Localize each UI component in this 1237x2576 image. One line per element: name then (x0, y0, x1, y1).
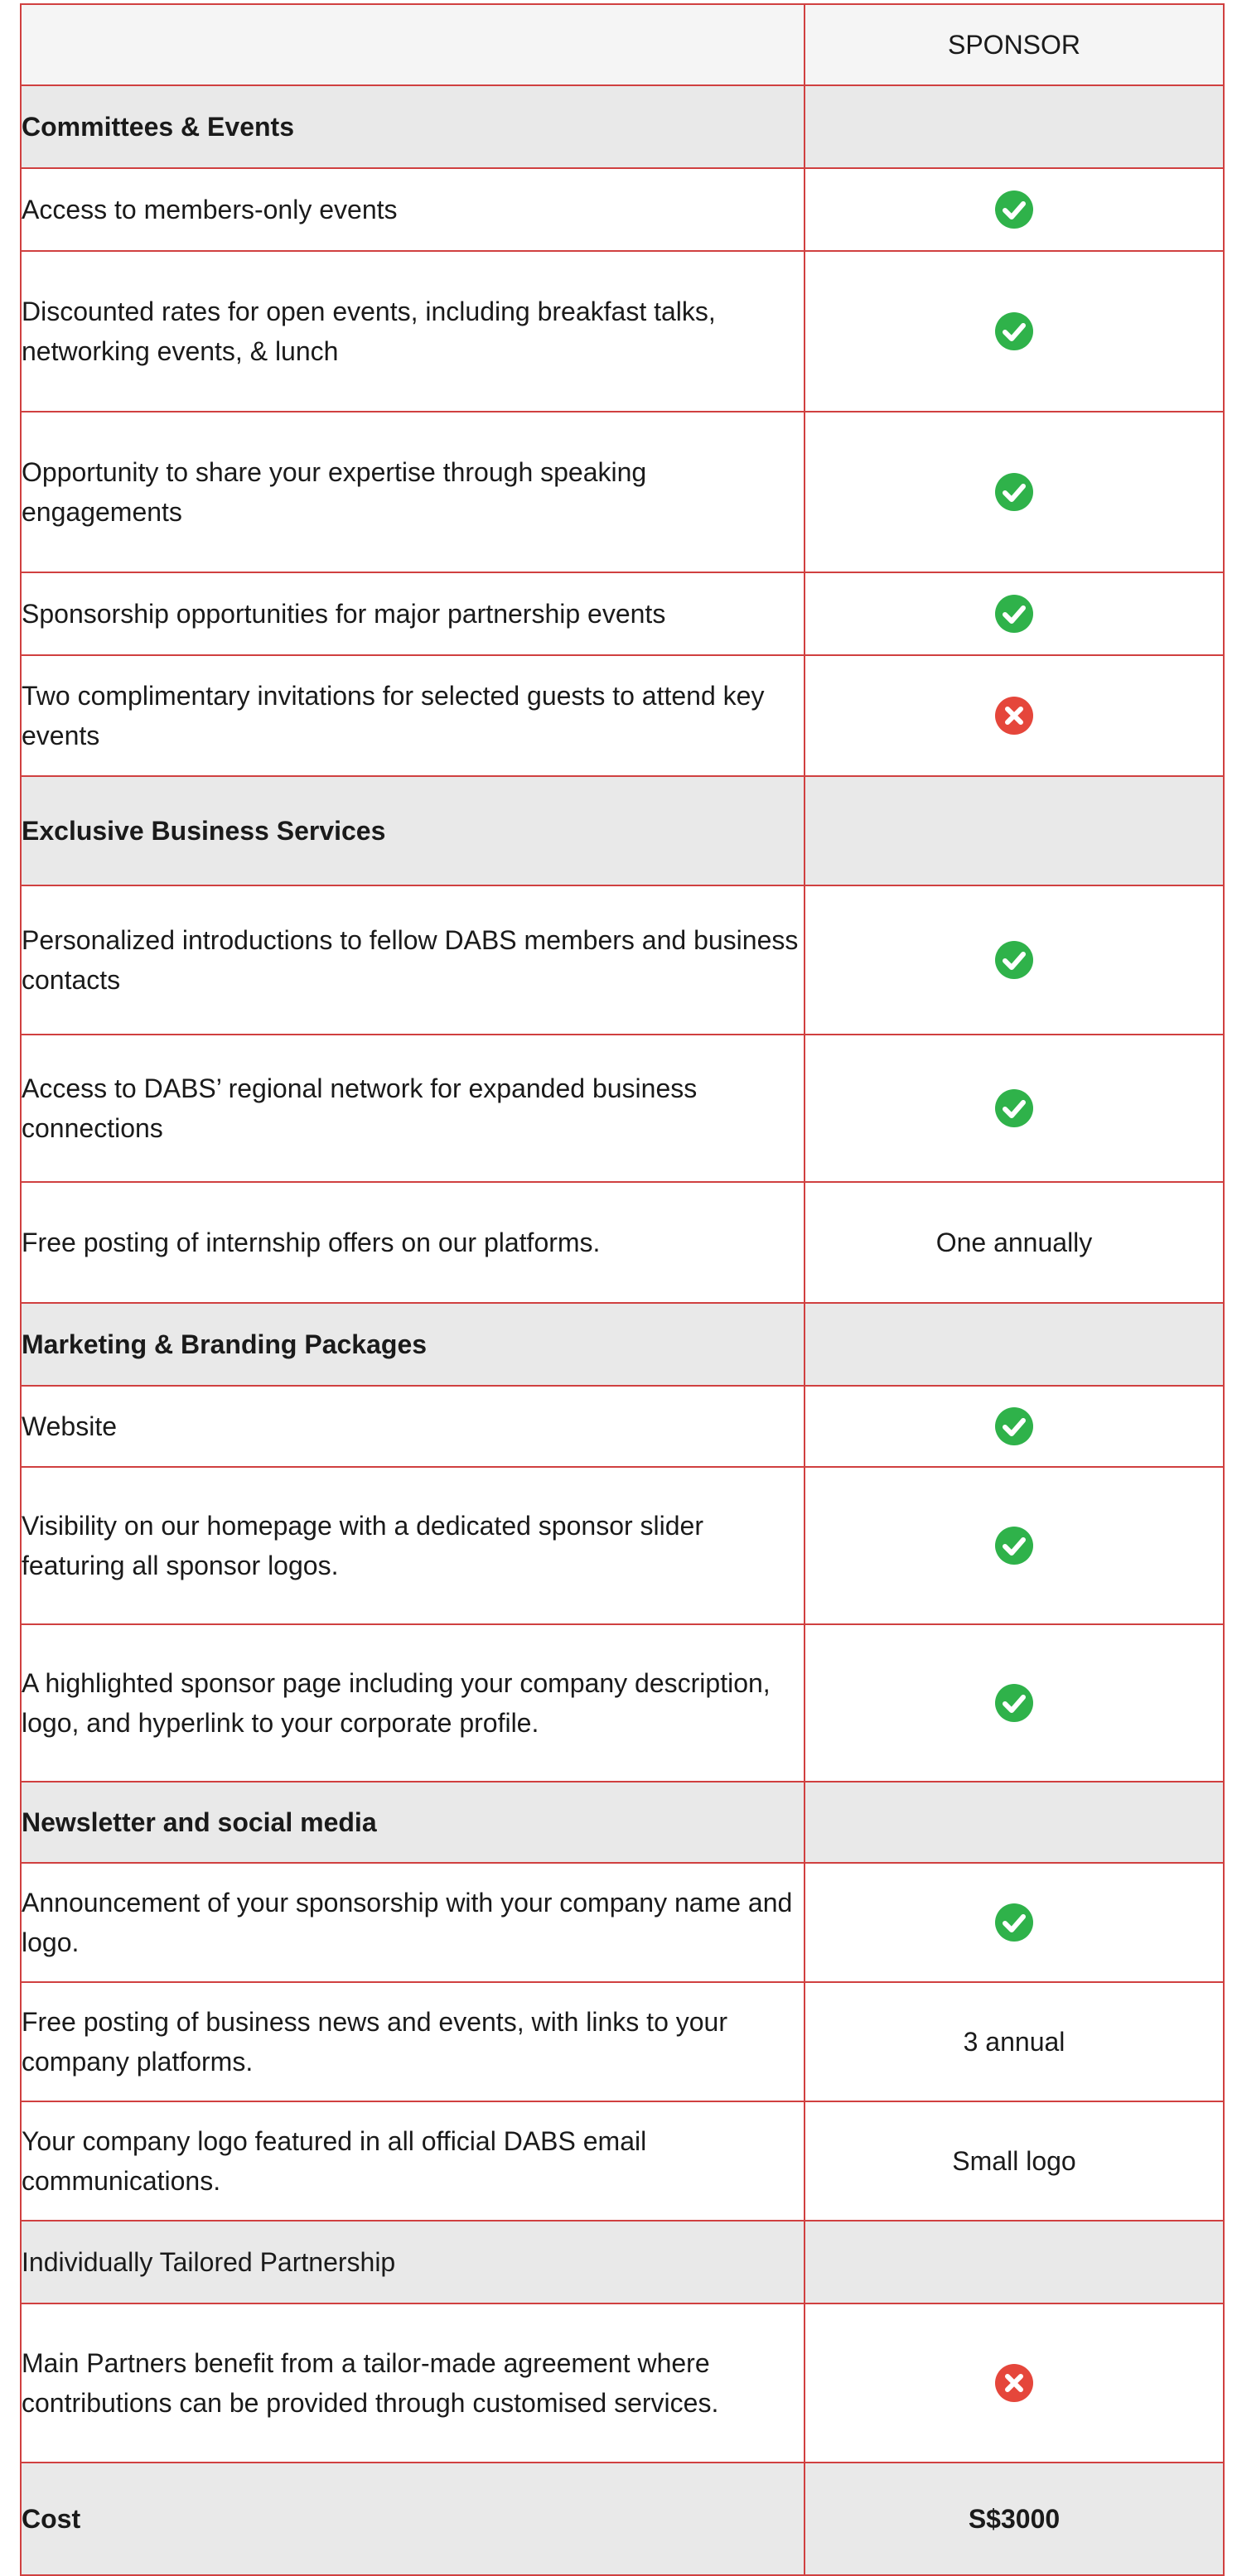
cross-icon (994, 2363, 1034, 2403)
section-committees-events (21, 85, 1224, 168)
header-empty-cell (21, 4, 805, 85)
table-row (21, 2101, 1224, 2221)
table-row (21, 168, 1224, 251)
section-marketing-branding (21, 1303, 1224, 1386)
table-row (21, 2303, 1224, 2463)
section-tailored-partnership (21, 2221, 1224, 2303)
benefit-label: Access to members-only events (21, 168, 805, 251)
section-title: Committees & Events (21, 85, 805, 168)
check-icon (994, 1903, 1034, 1942)
benefit-label: Announcement of your sponsorship with your company name and logo. (21, 1863, 805, 1982)
check-icon (994, 311, 1034, 351)
cost-label: Cost (21, 2463, 805, 2575)
benefit-label: Personalized introductions to fellow DABS members and business contacts (21, 885, 805, 1035)
cost-value: S$3000 (805, 2463, 1224, 2575)
table-row (21, 1182, 1224, 1303)
cost-row (21, 2463, 1224, 2575)
benefit-label: A highlighted sponsor page including your company description, logo, and hyperlink to your corporate profile. (21, 1624, 805, 1782)
table-row (21, 572, 1224, 655)
benefit-value: One annually (805, 1182, 1224, 1303)
table-row (21, 1386, 1224, 1467)
check-icon (994, 1683, 1034, 1723)
table-row (21, 1624, 1224, 1782)
benefit-label: Two complimentary invitations for selected guests to attend key events (21, 655, 805, 776)
benefit-value: 3 annual (805, 1982, 1224, 2101)
table-row (21, 1982, 1224, 2101)
benefit-label: Opportunity to share your expertise through speaking engagements (21, 412, 805, 572)
check-icon (994, 1088, 1034, 1128)
sponsor-benefits-table (20, 3, 1225, 2576)
benefit-label: Visibility on our homepage with a dedicated sponsor slider featuring all sponsor logos. (21, 1467, 805, 1624)
check-icon (994, 472, 1034, 512)
cross-icon (994, 696, 1034, 736)
benefit-label: Main Partners benefit from a tailor-made agreement where contributions can be provided through customised services. (21, 2303, 805, 2463)
table-row (21, 655, 1224, 776)
check-icon (994, 594, 1034, 634)
benefit-label: Sponsorship opportunities for major partnership events (21, 572, 805, 655)
benefit-label: Website (21, 1386, 805, 1467)
sponsor-column-header: SPONSOR (805, 4, 1224, 85)
check-icon (994, 1526, 1034, 1565)
section-title: Individually Tailored Partnership (21, 2221, 805, 2303)
section-title: Marketing & Branding Packages (21, 1303, 805, 1386)
table-row (21, 1863, 1224, 1982)
benefit-label: Discounted rates for open events, including breakfast talks, networking events, & lunch (21, 251, 805, 412)
section-title: Newsletter and social media (21, 1782, 805, 1863)
check-icon (994, 190, 1034, 229)
section-business-services (21, 776, 1224, 885)
check-icon (994, 1406, 1034, 1446)
table-row (21, 251, 1224, 412)
table-row (21, 1467, 1224, 1624)
benefit-label: Access to DABS’ regional network for expanded business connections (21, 1035, 805, 1182)
section-newsletter-social (21, 1782, 1224, 1863)
benefit-label: Your company logo featured in all official DABS email communications. (21, 2101, 805, 2221)
header-row (21, 4, 1224, 85)
table-row (21, 885, 1224, 1035)
section-title: Exclusive Business Services (21, 776, 805, 885)
benefit-label: Free posting of internship offers on our platforms. (21, 1182, 805, 1303)
benefit-value: Small logo (805, 2101, 1224, 2221)
check-icon (994, 940, 1034, 980)
table-row (21, 1035, 1224, 1182)
benefit-label: Free posting of business news and events, with links to your company platforms. (21, 1982, 805, 2101)
table-row (21, 412, 1224, 572)
